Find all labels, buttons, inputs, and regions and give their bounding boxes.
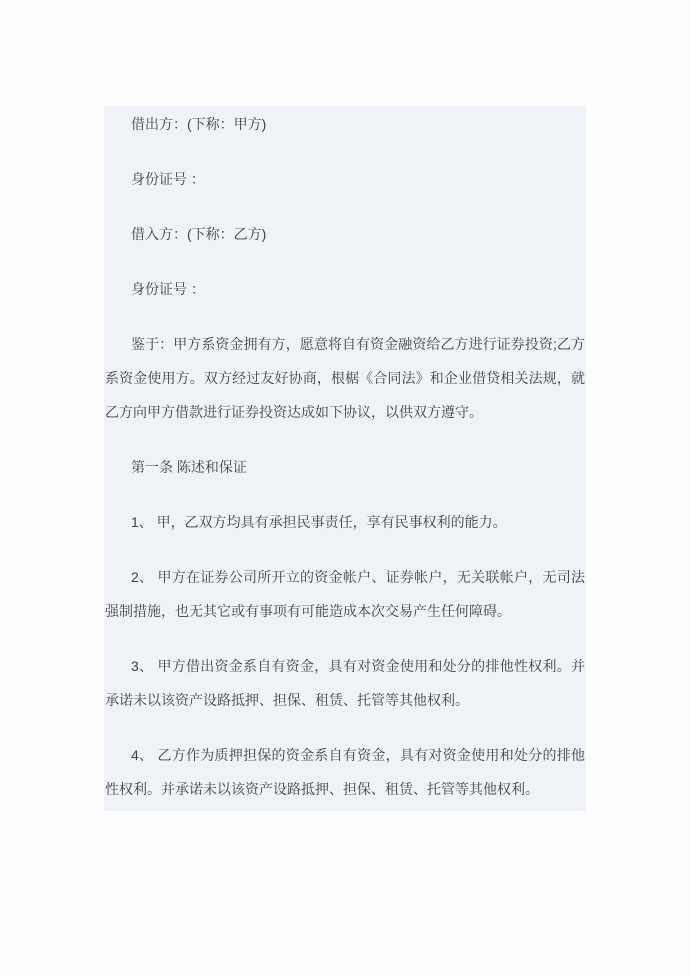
lender-id-line: 身份证号 ： [131, 171, 205, 187]
clause-1: 1、 甲，乙双方均具有承担民事责任，享有民事权利的能力。 [131, 514, 507, 530]
article-1-heading: 第一条 陈述和保证 [131, 459, 247, 475]
lender-line: 借出方：(下称：甲方) [131, 116, 267, 132]
document-page [104, 106, 586, 811]
clause-3: 3、 甲方借出资金系自有资金，具有对资金使用和处分的排他性权利。并承诺未以该资产设路抵押、担保、租赁、托管等其他权利。 [105, 658, 585, 708]
preamble-paragraph: 鉴于：甲方系资金拥有方，愿意将自有资金融资给乙方进行证券投资;乙方系资金使用方。双方经过友好协商，根椐《合同法》和企业借贷相关法规，就乙方向甲方借款进行证券投资达成如下协议，以供双方遵守。 [105, 336, 585, 420]
borrower-id-line: 身份证号 ： [131, 281, 205, 297]
clause-2: 2、 甲方在证券公司所开立的资金帐户、证券帐户，无关联帐户，无司法强制措施，也无其它或有事项有可能造成本次交易产生任何障碍。 [105, 569, 585, 619]
borrower-line: 借入方：(下称：乙方) [131, 226, 267, 242]
clause-4: 4、 乙方作为质押担保的资金系自有资金，具有对资金使用和处分的排他性权利。并承诺未以该资产设路抵押、担保、租赁、托管等其他权利。 [105, 747, 585, 797]
